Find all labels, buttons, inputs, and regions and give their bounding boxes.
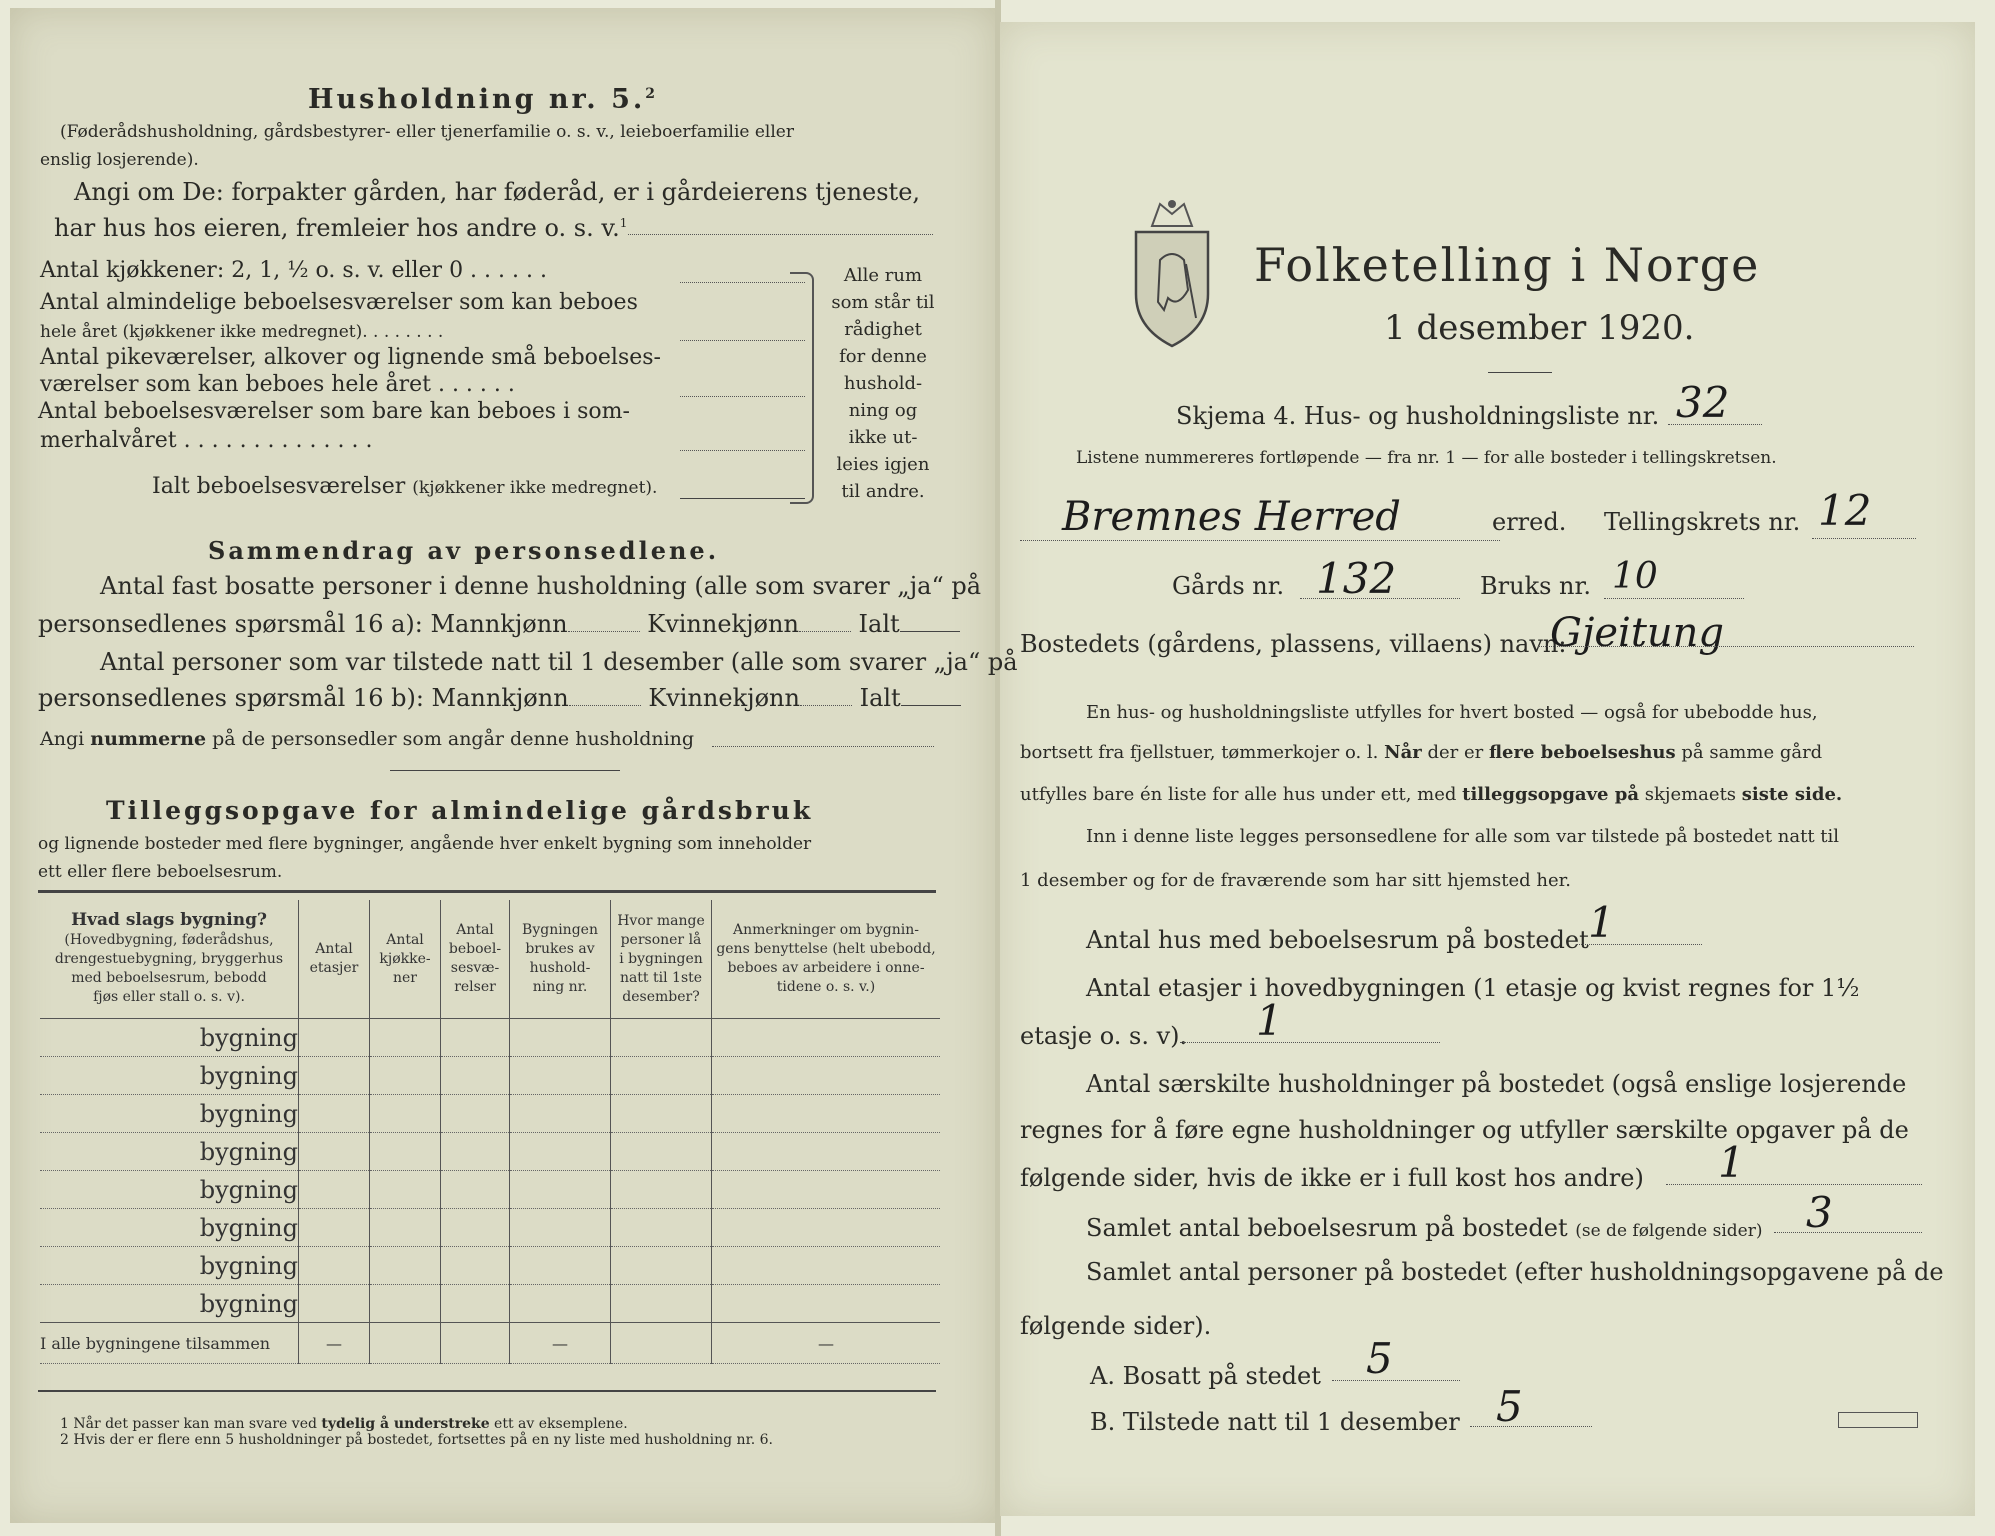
question-summer-rooms-b: merhalvåret . . . . . . . . . . . . . . xyxy=(40,428,373,453)
col-persons: Hvor mange personer lå i bygningen natt til 1ste desember? xyxy=(611,900,712,1019)
supplement-title: Tilleggsopgave for almindelige gårdsbruk xyxy=(106,796,814,825)
census-title: Folketelling i Norge xyxy=(1254,238,1761,292)
question-persons-b: følgende sider). xyxy=(1020,1312,1212,1340)
question-summer-rooms-a: Antal beboelsesværelser som bare kan beboes i som- xyxy=(38,399,630,424)
table-row: bygning xyxy=(40,1095,940,1133)
answer-households: 1 xyxy=(1718,1138,1745,1187)
footnote-2: 2 Hvis der er flere enn 5 husholdninger på bostedet, fortsettes på en ny liste med husholdning nr. 6. xyxy=(60,1432,773,1448)
table-total-row: I alle bygningene tilsammen — — — xyxy=(40,1323,940,1364)
table-row: bygning xyxy=(40,1171,940,1209)
bruk-label: Bruks nr. xyxy=(1480,572,1591,600)
question-small-rooms-a: Antal pikeværelser, alkover og lignende små beboelses- xyxy=(40,345,661,370)
footnote-1: 1 Når det passer kan man svare ved tydelig å understreke ett av eksemplene. xyxy=(60,1416,628,1432)
question-rooms-a: Antal almindelige beboelsesværelser som kan beboes xyxy=(40,290,638,315)
table-row: bygning xyxy=(40,1019,940,1057)
col-building-type: Hvad slags bygning? (Hovedbygning, føderådshus, drengestuebygning, bryggerhus med beboelsesrum, bebodd fjøs eller stall o. s. v). xyxy=(40,900,299,1019)
herred-name: Bremnes Herred xyxy=(1062,494,1401,540)
side-note: Alle rum som står til rådighet for denne hushold- ning og ikke ut- leies igjen til andre. xyxy=(831,265,935,502)
question-floors-a: Antal etasjer i hovedbygningen (1 etasje og kvist regnes for 1½ xyxy=(1086,974,1860,1002)
bosted-label: Bostedets (gårdens, plassens, villaens) navn: xyxy=(1020,630,1567,658)
question-households-b: regnes for å føre egne husholdninger og utfyller særskilte opgaver på de xyxy=(1020,1116,1909,1144)
table-row: bygning xyxy=(40,1209,940,1247)
summary-line-2: Antal personer som var tilstede natt til 1 desember (alle som svarer „ja“ på xyxy=(100,648,1018,676)
instructions-1c: utfylles bare én liste for alle hus under ett, med tilleggsopgave på skjemaets siste side. xyxy=(1020,784,1843,805)
instructions-1a: En hus- og husholdningsliste utfylles for hvert bosted — også for ubebodde hus, xyxy=(1086,702,1818,723)
schema-number: 32 xyxy=(1676,378,1730,427)
household-subtitle-2: enslig losjerende). xyxy=(40,150,199,170)
supplement-line-1: og lignende bosteder med flere bygninger, angående hver enkelt bygning som inneholder xyxy=(38,834,812,854)
herred-suffix: erred. xyxy=(1492,508,1567,536)
numbering-note: Listene nummereres fortløpende — fra nr. 1 — for alle bosteder i tellingskretsen. xyxy=(1076,448,1777,468)
col-household-no: Bygningen brukes av hushold- ning nr. xyxy=(510,900,611,1019)
table-row: bygning xyxy=(40,1133,940,1171)
col-remarks: Anmerkninger om bygnin- gens benyttelse (helt ubebodd, beboes av arbeidere i onne- tidene o. s. v.) xyxy=(712,900,941,1019)
question-present: B. Tilstede natt til 1 desember xyxy=(1090,1408,1460,1436)
printer-stamp xyxy=(1838,1412,1918,1428)
summary-line-2b: personsedlenes spørsmål 16 b): Mannkjønn Kvinnekjønn Ialt xyxy=(38,684,961,712)
question-floors-b: etasje o. s. v). xyxy=(1020,1022,1188,1050)
household-subtitle: (Føderådshusholdning, gårdsbestyrer- eller tjenerfamilie o. s. v., leieboerfamilie eller xyxy=(60,122,794,142)
schema-label: Skjema 4. Hus- og husholdningsliste nr. xyxy=(1176,402,1660,430)
col-kitchens: Antal kjøkke- ner xyxy=(370,900,441,1019)
answer-resident: 5 xyxy=(1366,1334,1393,1383)
instructions-2b: 1 desember og for de fraværende som har sitt hjemsted her. xyxy=(1020,870,1571,891)
total-rooms-label: Ialt beboelsesværelser (kjøkkener ikke medregnet). xyxy=(152,474,658,499)
question-total-rooms: Samlet antal beboelsesrum på bostedet (se de følgende sider) xyxy=(1086,1214,1763,1242)
gard-label: Gårds nr. xyxy=(1172,572,1285,600)
coat-of-arms-icon xyxy=(1130,198,1214,350)
question-houses: Antal hus med beboelsesrum på bostedet xyxy=(1086,926,1589,954)
bosted-name: Gjeitung xyxy=(1550,610,1725,656)
bruk-number: 10 xyxy=(1612,556,1658,597)
building-table xyxy=(40,900,940,1364)
instructions-2a: Inn i denne liste legges personsedlene for alle som var tilstede på bostedet natt til xyxy=(1086,826,1840,847)
answer-floors: 1 xyxy=(1256,996,1283,1045)
col-rooms: Antal beboel- sesvæ- relser xyxy=(441,900,510,1019)
supplement-line-2: ett eller flere beboelsesrum. xyxy=(38,862,283,882)
gard-number: 132 xyxy=(1316,554,1397,603)
question-persons-a: Samlet antal personer på bostedet (efter husholdningsopgavene på de xyxy=(1086,1258,1944,1286)
tellingskrets-number: 12 xyxy=(1818,486,1872,535)
household-title: Husholdning nr. 5.$^2$ xyxy=(308,84,659,115)
summary-line-3: Angi nummerne på de personsedler som angår denne husholdning xyxy=(40,728,695,750)
question-1a: Angi om De: forpakter gården, har føderåd, er i gårdeierens tjeneste, xyxy=(74,178,921,206)
question-households-a: Antal særskilte husholdninger på bostedet (også enslige losjerende xyxy=(1086,1070,1907,1098)
building-table-header xyxy=(40,900,940,1019)
summary-line-1: Antal fast bosatte personer i denne husholdning (alle som svarer „ja“ på xyxy=(100,572,982,600)
table-row: bygning xyxy=(40,1057,940,1095)
col-floors: Antal etasjer xyxy=(299,900,370,1019)
tellingskrets-label: Tellingskrets nr. xyxy=(1604,508,1801,536)
question-households-c: følgende sider, hvis de ikke er i full kost hos andre) xyxy=(1020,1164,1644,1192)
answer-present: 5 xyxy=(1496,1382,1523,1431)
instructions-1b: bortsett fra fjellstuer, tømmerkojer o. l. Når der er flere beboelseshus på samme gård xyxy=(1020,742,1823,763)
question-1b: har hus hos eieren, fremleier hos andre o. s. v.$^1$ xyxy=(54,214,628,242)
answer-total-rooms: 3 xyxy=(1806,1188,1833,1237)
question-kitchens: Antal kjøkkener: 2, 1, ½ o. s. v. eller 0 . . . . . . xyxy=(40,258,547,283)
table-row: bygning xyxy=(40,1285,940,1323)
summary-title: Sammendrag av personsedlene. xyxy=(208,536,720,565)
table-row: bygning xyxy=(40,1247,940,1285)
question-small-rooms-b: værelser som kan beboes hele året . . . . . . xyxy=(40,372,515,397)
question-resident: A. Bosatt på stedet xyxy=(1090,1362,1321,1390)
answer-houses: 1 xyxy=(1588,898,1615,947)
question-rooms-b: hele året (kjøkkener ikke medregnet). . . . . . . . xyxy=(40,322,444,342)
summary-line-1b: personsedlenes spørsmål 16 a): Mannkjønn Kvinnekjønn Ialt xyxy=(38,610,960,638)
census-date: 1 desember 1920. xyxy=(1384,308,1695,348)
side-bracket xyxy=(790,272,814,504)
